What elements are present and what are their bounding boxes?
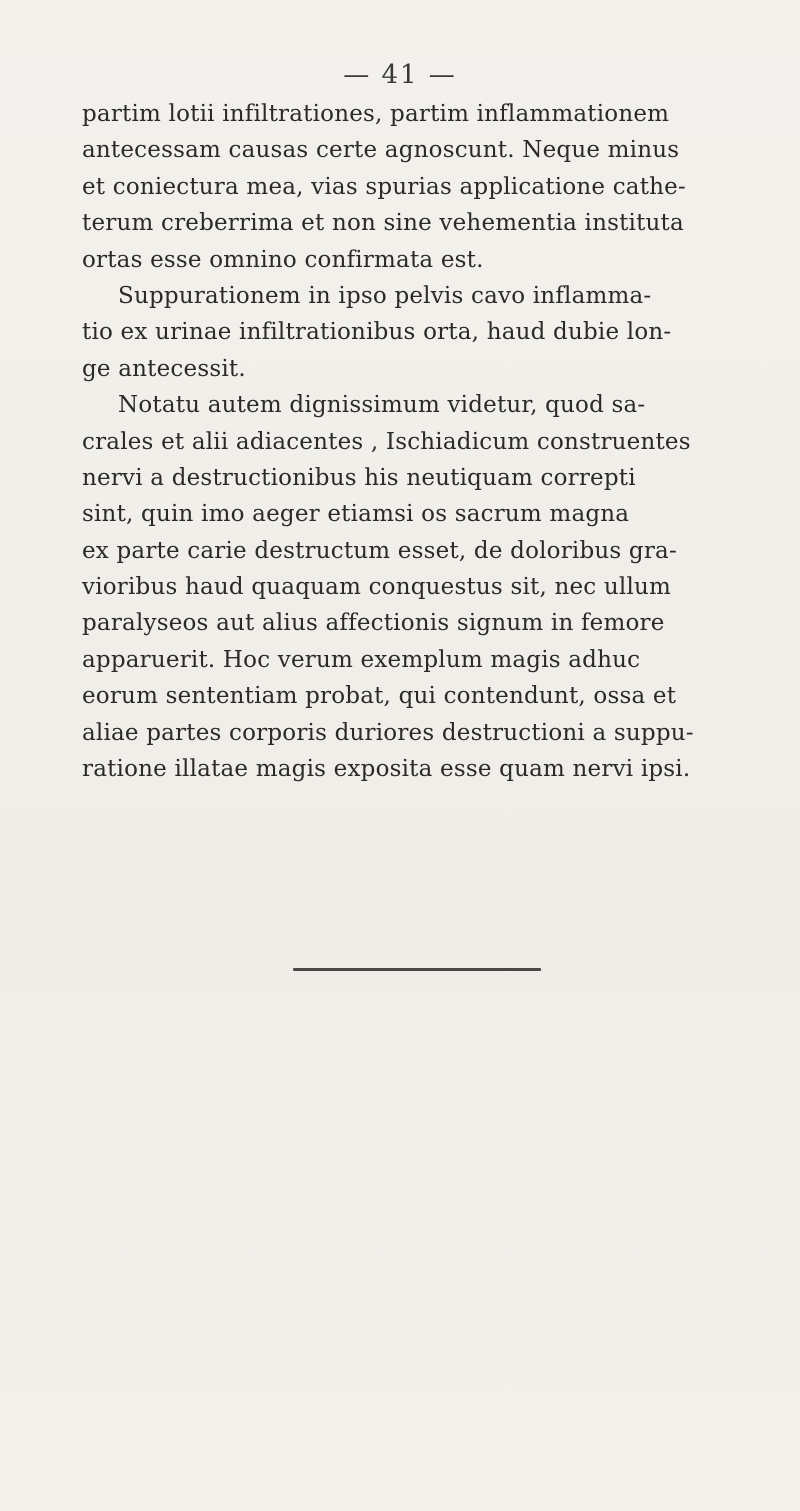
text-line: paralyseos aut alius affectionis signum in femore xyxy=(82,610,665,637)
text-line: apparuerit. Hoc verum exemplum magis adhuc xyxy=(82,646,641,673)
text-line: ratione illatae magis exposita esse quam nervi ipsi. xyxy=(82,756,691,783)
section-end-rule xyxy=(293,968,541,971)
text-line: ex parte carie destructum esset, de doloribus gra- xyxy=(82,537,677,564)
text-line: nervi a destructionibus his neutiquam correpti xyxy=(82,464,636,491)
text-line: ortas esse omnino confirmata est. xyxy=(82,246,484,273)
text-line: eorum sententiam probat, qui contendunt, ossa et xyxy=(82,683,677,710)
text-line: ge antecessit. xyxy=(82,355,246,382)
text-line: aliae partes corporis duriores destructioni a suppu- xyxy=(82,719,694,746)
text-line: tio ex urinae infiltrationibus orta, haud dubie lon- xyxy=(82,319,672,346)
paragraph-start-line: Notatu autem dignissimum videtur, quod sa- xyxy=(118,392,646,419)
text-line: terum creberrima et non sine vehementia instituta xyxy=(82,210,684,237)
page-number: — 41 — xyxy=(343,60,457,90)
text-line: partim lotii infiltrationes, partim inflammationem xyxy=(82,101,670,127)
text-line: vioribus haud quaquam conquestus sit, nec ullum xyxy=(82,574,672,601)
text-line: sint, quin imo aeger etiamsi os sacrum magna xyxy=(82,501,630,528)
text-line: et coniectura mea, vias spurias applicatione cathe- xyxy=(82,173,686,200)
paragraph-start-line: Suppurationem in ipso pelvis cavo inflamma- xyxy=(118,282,652,309)
text-line: crales et alii adiacentes , Ischiadicum construentes xyxy=(82,428,691,455)
text-line: antecessam causas certe agnoscunt. Neque minus xyxy=(82,137,680,164)
body-text xyxy=(82,96,782,787)
